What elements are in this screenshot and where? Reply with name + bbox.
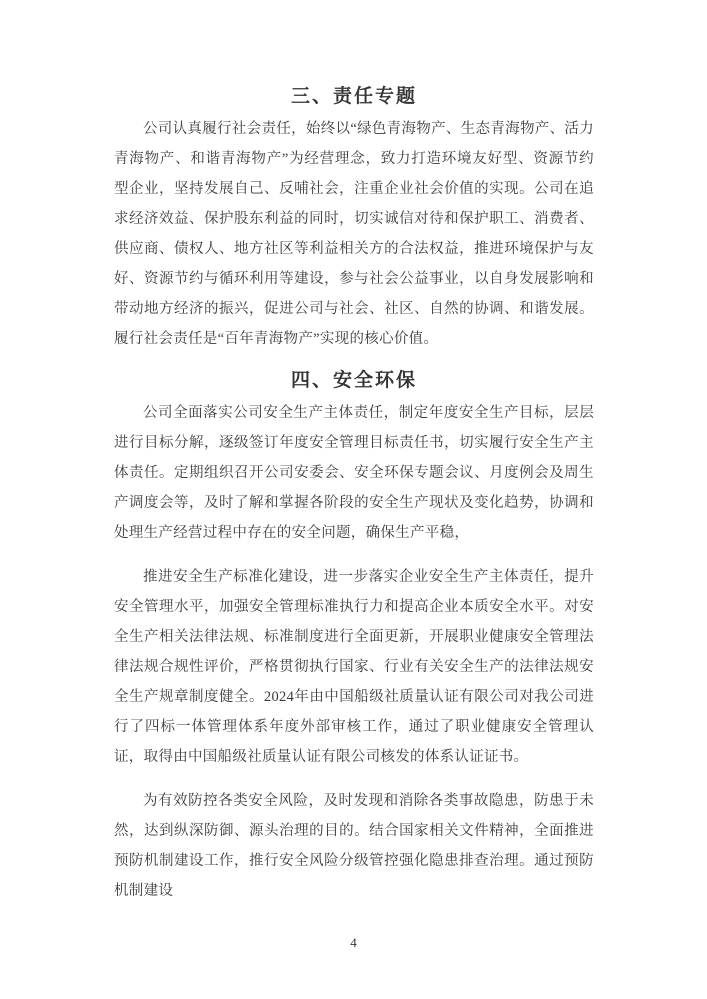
section-heading-safety: 四、安全环保 xyxy=(290,370,417,391)
paragraph-responsibility: 公司认真履行社会责任，始终以“绿色青海物产、生态青海物产、活力青海物产、和谐青海物产”为经营理念，致力打造环境友好型、资源节约型企业，坚持发展自己、反哺社会，注重企业社会价值的实现。公司在追求经济效益、保护股东利益的同时，切实诚信对待和保护职工、消费者、供应商、债权人、地方社区等利益相关方的合法权益，推进环境保护与友好、资源节约与循环利用等建设，参与社会公益事业，以自身发展影响和带动地方经济的振兴，促进公司与社会、社区、自然的协调、和谐发展。履行社会责任是“百年青海物产”实现的核心价值。 xyxy=(114,121,594,347)
paragraph-safety-3: 为有效防控各类安全风险，及时发现和消除各类事故隐患，防患于未然，达到纵深防御、源头治理的目的。结合国家相关文件精神，全面推进预防机制建设工作，推行安全风险分级管控强化隐患排查治理。通过预防机制建设 xyxy=(114,793,594,899)
paragraph-safety-2: 推进安全生产标准化建设，进一步落实企业安全生产主体责任，提升安全管理水平，加强安全管理标准执行力和提高企业本质安全水平。对安全生产相关法律法规、标准制度进行全面更新，开展职业健康安全管理法律法规合规性评价，严格贯彻执行国家、行业有关安全生产的法律法规安全生产规章制度健全。2024年由中国船级社质量认证有限公司对我公司进行了四标一体管理体系年度外部审核工作，通过了职业健康安全管理认证，取得由中国船级社质量认证有限公司核发的体系认证证书。 xyxy=(114,569,594,765)
paragraph-safety-1: 公司全面落实公司安全生产主体责任，制定年度安全生产目标，层层进行目标分解，逐级签订年度安全管理目标责任书，切实履行安全生产主体责任。定期组织召开公司安委会、安全环保专题会议、月度例会及周生产调度会等，及时了解和掌握各阶段的安全生产现状及变化趋势，协调和处理生产经营过程中存在的安全问题，确保生产平稳， xyxy=(114,405,594,541)
page-number: 4 xyxy=(350,935,357,950)
section-heading-responsibility: 三、责任专题 xyxy=(290,86,417,107)
